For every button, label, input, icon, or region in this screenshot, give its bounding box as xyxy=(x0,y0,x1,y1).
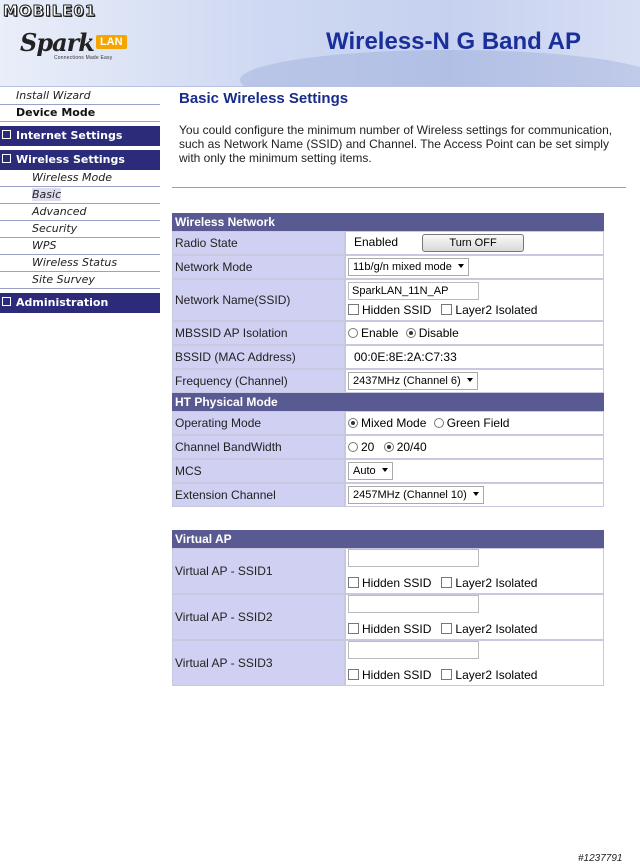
wireless-network-table xyxy=(172,213,604,507)
bandwidth-20-radio[interactable] xyxy=(348,442,358,452)
intro-text: You could configure the minimum number of Wireless settings for communication, such as Network Name (SSID) and Channel. The Access Point can be set simply with only the minimum setting items. xyxy=(179,123,613,165)
green-field-radio[interactable] xyxy=(434,418,444,428)
select-value: 2457MHz (Channel 10) xyxy=(353,489,467,501)
hidden-ssid-checkbox[interactable] xyxy=(348,304,359,315)
label-mcs: MCS xyxy=(172,459,345,483)
layer2-isolated-checkbox[interactable] xyxy=(441,669,452,680)
layer2-isolated-label: Layer2 Isolated xyxy=(455,576,538,590)
mbssid-disable-label: Disable xyxy=(418,326,459,340)
hidden-ssid-label: Hidden SSID xyxy=(362,576,432,590)
header-banner xyxy=(0,0,640,87)
layer2-isolated-checkbox[interactable] xyxy=(441,304,452,315)
label-virtual-ssid2: Virtual AP - SSID2 xyxy=(172,594,345,640)
section-header-wireless-network: Wireless Network xyxy=(172,213,604,231)
label-virtual-ssid3: Virtual AP - SSID3 xyxy=(172,640,345,686)
select-value: Auto xyxy=(353,465,376,477)
section-header-ht-physical-mode: HT Physical Mode xyxy=(172,393,604,411)
label-bssid: BSSID (MAC Address) xyxy=(172,345,345,369)
brand-logo xyxy=(20,28,160,68)
bandwidth-2040-radio[interactable] xyxy=(384,442,394,452)
virtual-ssid3-input[interactable] xyxy=(348,641,479,659)
divider xyxy=(172,187,626,188)
sidebar-item-basic[interactable] xyxy=(0,187,160,204)
dropdown-arrow-icon xyxy=(458,264,464,268)
layer2-isolated-label: Layer2 Isolated xyxy=(455,622,538,636)
layer2-isolated-label: Layer2 Isolated xyxy=(455,668,538,682)
sidebar-item-security[interactable]: Security xyxy=(0,221,160,238)
brand-spark: Spark xyxy=(20,28,94,57)
virtual-ap-table xyxy=(172,530,604,686)
sidebar-item-install-wizard[interactable]: Install Wizard xyxy=(0,88,160,105)
bandwidth-20-label: 20 xyxy=(361,440,375,454)
sidebar-item-label: Basic xyxy=(32,188,62,201)
sidebar-item-wireless-status[interactable]: Wireless Status xyxy=(0,255,160,272)
expand-box-icon xyxy=(2,154,11,163)
label-frequency: Frequency (Channel) xyxy=(172,369,345,393)
layer2-isolated-checkbox[interactable] xyxy=(441,577,452,588)
label-channel-bandwidth: Channel BandWidth xyxy=(172,435,345,459)
label-virtual-ssid1: Virtual AP - SSID1 xyxy=(172,548,345,594)
page-title: Basic Wireless Settings xyxy=(179,90,349,107)
expand-box-icon xyxy=(2,130,11,139)
sidebar-section-label: Internet Settings xyxy=(16,129,123,142)
label-network-mode: Network Mode xyxy=(172,255,345,279)
sidebar-item-wireless-mode[interactable]: Wireless Mode xyxy=(0,170,160,187)
sidebar-nav xyxy=(0,88,160,313)
sidebar-section-label: Wireless Settings xyxy=(16,153,125,166)
virtual-ssid2-input[interactable] xyxy=(348,595,479,613)
green-field-label: Green Field xyxy=(446,416,510,430)
image-credit: #1237791 xyxy=(578,853,623,864)
label-ssid: Network Name(SSID) xyxy=(172,279,345,321)
sidebar-item-device-mode[interactable]: Device Mode xyxy=(0,105,160,122)
brand-lan: LAN xyxy=(96,35,127,49)
mcs-select[interactable] xyxy=(348,462,393,480)
select-value: 2437MHz (Channel 6) xyxy=(353,375,461,387)
section-header-virtual-ap: Virtual AP xyxy=(172,530,604,548)
frequency-select[interactable] xyxy=(348,372,478,390)
bandwidth-2040-label: 20/40 xyxy=(396,440,427,454)
bssid-value: 00:0E:8E:2A:C7:33 xyxy=(345,345,604,369)
label-mbssid: MBSSID AP Isolation xyxy=(172,321,345,345)
radio-state-value: Enabled xyxy=(354,235,399,250)
expand-box-icon xyxy=(2,297,11,306)
mixed-mode-label: Mixed Mode xyxy=(361,416,427,430)
ssid-input[interactable]: SparkLAN_11N_AP xyxy=(348,282,479,300)
brand-tagline: Connections Made Easy xyxy=(54,55,113,61)
sidebar-item-advanced[interactable]: Advanced xyxy=(0,204,160,221)
dropdown-arrow-icon xyxy=(382,468,388,472)
network-mode-select[interactable] xyxy=(348,258,469,276)
mixed-mode-radio[interactable] xyxy=(348,418,358,428)
layer2-isolated-checkbox[interactable] xyxy=(441,623,452,634)
hidden-ssid-checkbox[interactable] xyxy=(348,623,359,634)
layer2-isolated-label: Layer2 Isolated xyxy=(455,303,538,317)
hidden-ssid-label: Hidden SSID xyxy=(362,668,432,682)
dropdown-arrow-icon xyxy=(467,378,473,382)
virtual-ssid1-input[interactable] xyxy=(348,549,479,567)
turn-off-button[interactable]: Turn OFF xyxy=(422,234,524,252)
dropdown-arrow-icon xyxy=(473,492,479,496)
extension-channel-select[interactable] xyxy=(348,486,484,504)
watermark-logo: MOBILE01 xyxy=(3,2,97,20)
mbssid-disable-radio[interactable] xyxy=(406,328,416,338)
sidebar-section-label: Administration xyxy=(16,296,109,309)
product-title: Wireless-N G Band AP xyxy=(326,28,581,55)
label-operating-mode: Operating Mode xyxy=(172,411,345,435)
mbssid-enable-label: Enable xyxy=(361,326,399,340)
hidden-ssid-checkbox[interactable] xyxy=(348,577,359,588)
hidden-ssid-label: Hidden SSID xyxy=(362,303,432,317)
label-radio-state: Radio State xyxy=(172,231,345,255)
sidebar-section-administration[interactable] xyxy=(0,293,160,313)
mbssid-enable-radio[interactable] xyxy=(348,328,358,338)
hidden-ssid-checkbox[interactable] xyxy=(348,669,359,680)
select-value: 11b/g/n mixed mode xyxy=(353,261,452,273)
sidebar-section-wireless[interactable] xyxy=(0,150,160,170)
label-extension-channel: Extension Channel xyxy=(172,483,345,507)
sidebar-section-internet[interactable] xyxy=(0,126,160,146)
sidebar-item-site-survey[interactable]: Site Survey xyxy=(0,272,160,289)
sidebar-item-wps[interactable]: WPS xyxy=(0,238,160,255)
hidden-ssid-label: Hidden SSID xyxy=(362,622,432,636)
